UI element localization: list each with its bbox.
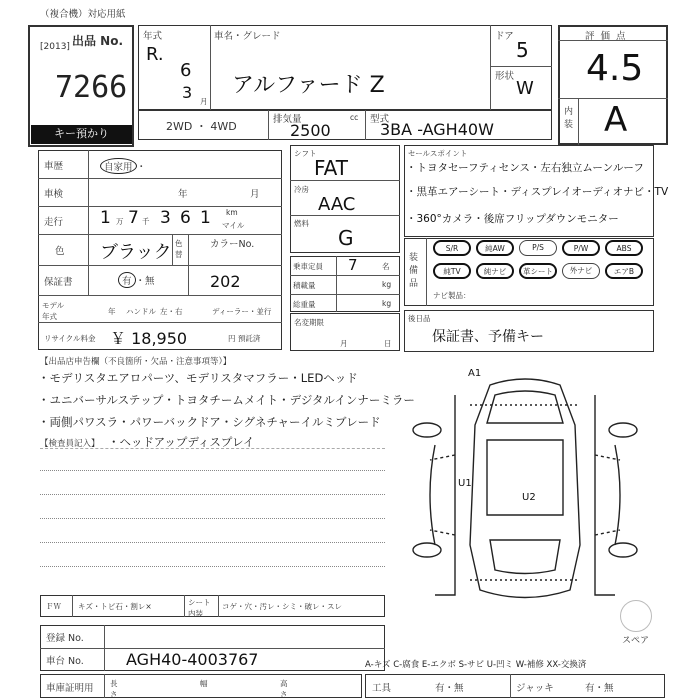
weight-unit: kg <box>382 299 392 308</box>
mileage-unit-mile: マイル <box>222 221 245 230</box>
key-badge <box>31 125 132 144</box>
history-suffix: ・ <box>136 162 147 173</box>
tools-box <box>365 674 665 698</box>
recycle-value: ￥ 18,950 <box>110 329 188 348</box>
model-label: 車名・グレード <box>214 31 281 42</box>
color-code: 202 <box>210 272 241 291</box>
mileage-digit: 3 <box>160 208 171 228</box>
registration-day-unit: 日 <box>384 339 392 348</box>
fw-label: ＦＷ <box>46 602 61 611</box>
equipment-item: エアB <box>605 263 643 279</box>
mileage-digit: 千 <box>142 217 150 226</box>
registration-label: 名変期限 <box>294 318 324 327</box>
key-badge-label: キー預かり <box>54 127 109 140</box>
capacity-unit: 名 <box>382 262 390 271</box>
cert-width: 幅 <box>200 679 208 688</box>
fuel-value: G <box>338 226 354 250</box>
rating-score: 4.5 <box>586 48 644 89</box>
rating-label: 評価点 <box>585 31 632 42</box>
model-code-label: 型式 <box>370 114 390 125</box>
year-label: 年式 <box>143 31 163 42</box>
spare-label: スペア <box>622 636 650 646</box>
accessories-value: 保証書、予備キー <box>432 329 544 345</box>
mileage-man-unit: 万 <box>116 217 124 226</box>
weight-label: 総重量 <box>293 300 316 309</box>
warranty-no: ・無 <box>135 276 155 287</box>
load-unit: kg <box>382 280 392 289</box>
inspection-year-unit: 年 <box>178 189 188 200</box>
chassis-value: AGH40-4003767 <box>126 650 259 669</box>
load-label: 積載量 <box>293 281 316 290</box>
tools-label: 工具 <box>372 683 392 694</box>
shape-value: W <box>516 78 534 99</box>
warranty-yes: 有 <box>118 272 136 288</box>
capacity-label: 乗車定員 <box>293 262 323 271</box>
jack-label: ジャッキ <box>516 683 554 694</box>
spare-tire-icon <box>620 600 652 632</box>
note-line: ・ユニバーサルステップ・トヨタチームメイト・デジタルインナーミラー <box>38 393 415 407</box>
dealer-label: ディーラー・並行 <box>212 307 272 316</box>
shift-value: FAT <box>314 156 349 180</box>
aircon-label: 冷房 <box>294 185 309 194</box>
cert-height: 高さ <box>280 679 288 699</box>
sales-point-line: ・黒革エアーシート・ディスプレイオーディオナビ・TV <box>406 186 669 198</box>
color-change-label: 色替 <box>175 239 183 259</box>
equipment-item: ABS <box>605 240 643 256</box>
doors-label: ドア <box>495 31 514 42</box>
model-name: アルファード Z <box>232 73 385 98</box>
equipment-item: 純TV <box>433 263 471 279</box>
mileage-label: 走行 <box>44 217 64 228</box>
tools-value: 有・無 <box>435 683 464 694</box>
equipment-item: P/S <box>519 240 557 256</box>
notes-label: 【出品店申告欄（不良箇所・欠品・注意事項等）】 <box>40 357 232 367</box>
registration-month-unit: 月 <box>340 339 348 348</box>
note-line: ・両側パワスラ・パワーバックドア・シグネチャーイルミブレード <box>38 415 381 429</box>
shift-label: シフト <box>294 149 317 158</box>
history-value <box>100 158 146 174</box>
handle-value: 左・右 <box>160 307 183 316</box>
equipment-label: 装備品 <box>409 253 419 289</box>
warranty-label: 保証書 <box>44 277 73 288</box>
sales-point-line: ・トヨタセーフティセンス・左右独立ムーンルーフ <box>406 162 644 174</box>
history-circled: 自家用 <box>100 158 137 174</box>
recycle-label: リサイクル料金 <box>44 334 96 343</box>
seat-label: シート 内装 <box>188 598 211 618</box>
color-code-label: カラーNo. <box>210 239 255 250</box>
damage-mark: U1 <box>458 478 472 489</box>
equipment-item: S/R <box>433 240 471 256</box>
equipment-item: 外ナビ <box>562 263 600 279</box>
shape-label: 形状 <box>495 71 515 82</box>
color-value: ブラック <box>100 242 172 263</box>
model-year-unit: 年 <box>108 307 116 316</box>
handle-label: ハンドル <box>126 307 156 316</box>
navi-label: ナビ製品： <box>433 291 471 300</box>
displacement-value: 2500 <box>290 121 331 140</box>
equipment-item: 純AW <box>476 240 514 256</box>
sales-points-label: セールスポイント <box>408 149 468 158</box>
doors-value: 5 <box>516 38 529 62</box>
exterior-defects: キズ・トビ石・割レ× <box>78 602 152 611</box>
model-code-value: 3BA -AGH40W <box>380 120 494 139</box>
sales-point-line: ・360°カメラ・後席フリップダウンモニター <box>406 213 619 225</box>
mileage-digit: 1 <box>200 208 211 228</box>
lot-year-tag: [2013] <box>40 42 70 52</box>
color-label: 色 <box>55 246 65 257</box>
equipment-item: 純ナビ <box>476 263 514 279</box>
lot-number: 7266 <box>55 70 128 105</box>
cert-label: 車庫証明用 <box>46 683 94 694</box>
displacement-label: 排気量 <box>273 114 302 125</box>
drive-options: 2WD ・ 4WD <box>166 120 237 133</box>
year-era: R. <box>146 44 164 65</box>
aircon-value: AAC <box>318 194 356 215</box>
displacement-unit: cc <box>350 113 359 122</box>
damage-mark: U2 <box>522 492 536 503</box>
damage-legend: A-キズ C-腐食 E-エクボ S-サビ U-凹ミ W-補修 XX-交換済 <box>365 660 587 670</box>
mileage-digit: 6 <box>180 208 191 228</box>
interior-defects: コゲ・穴・汚レ・シミ・破レ・スレ <box>222 602 342 611</box>
jack-value: 有・無 <box>585 683 614 694</box>
accessories-label: 後日品 <box>408 314 431 323</box>
month-unit: 月 <box>200 97 208 106</box>
damage-mark: A1 <box>468 368 482 379</box>
recycle-unit: 円 預託済 <box>228 334 261 343</box>
mileage-unit-km: km <box>226 208 238 217</box>
note-line: ・ヘッドアップディスプレイ <box>108 435 255 449</box>
month-value: 3 <box>182 83 193 102</box>
inspector-label: 【検査員記入】 <box>40 439 100 449</box>
chassis-label: 車台 No. <box>46 656 84 667</box>
inspection-month-unit: 月 <box>250 189 260 200</box>
warranty-options <box>118 272 155 288</box>
model-year-label: モデル 年式 <box>42 301 65 321</box>
lot-title: 出品 No. <box>72 34 124 48</box>
cert-length: 長さ <box>110 679 118 699</box>
history-label: 車歴 <box>44 161 64 172</box>
mileage-digit: 7 <box>128 208 139 228</box>
interior-label: 内装 <box>564 107 574 130</box>
capacity-value: 7 <box>348 256 358 274</box>
equipment-item: P/W <box>562 240 600 256</box>
inspection-label: 車検 <box>44 189 64 200</box>
form-note: （複合機）対応用紙 <box>40 9 126 20</box>
equipment-item: 革シート <box>519 263 557 279</box>
interior-grade: A <box>604 100 628 140</box>
reg-label: 登録 No. <box>46 633 84 644</box>
year-value: 6 <box>180 60 192 81</box>
fuel-label: 燃料 <box>294 219 309 228</box>
mileage-man: 1 <box>100 208 111 228</box>
note-line: ・モデリスタエアロパーツ、モデリスタマフラー・LEDヘッド <box>38 371 358 385</box>
